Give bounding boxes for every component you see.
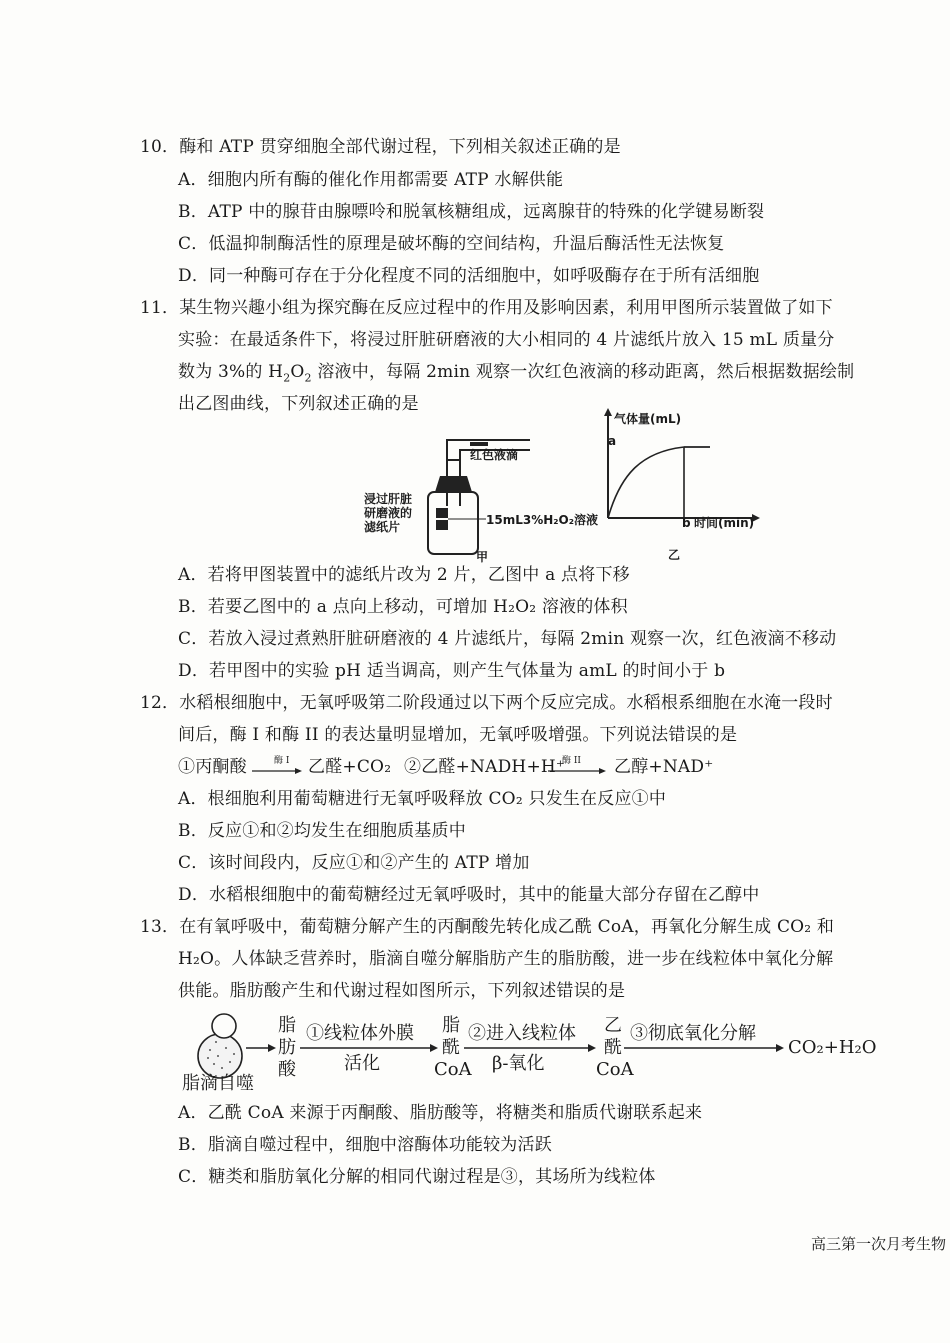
flow-step1-bottom: 活化 xyxy=(344,1053,380,1074)
q10-option-b: B．ATP 中的腺苷由腺嘌呤和脱氧核糖组成，远离腺苷的特殊的化学键易断裂 xyxy=(178,202,765,222)
lipid-droplet-icon xyxy=(198,1034,242,1078)
flow-step2-top: ②进入线粒体 xyxy=(468,1023,576,1044)
curve-drawing xyxy=(596,406,776,566)
reaction-1-right: 乙醛+CO₂ xyxy=(308,757,392,777)
q11-stem-line3 xyxy=(178,361,854,383)
paper-label-1: 浸过肝脏 xyxy=(364,492,413,506)
curve-figure xyxy=(596,406,776,566)
q11-stem3-part-a: 数为 3%的 H xyxy=(178,362,284,382)
flow-end-products: CO₂+H₂O xyxy=(788,1037,877,1058)
b-point-label: b xyxy=(682,516,691,530)
q10-stem: 10．酶和 ATP 贯穿细胞全部代谢过程，下列相关叙述正确的是 xyxy=(140,137,621,157)
q12-stem-line2: 间后，酶 I 和酶 II 的表达量明显增加，无氧呼吸增强。下列说法错误的是 xyxy=(178,725,738,745)
q11-stem-line4: 出乙图曲线，下列叙述正确的是 xyxy=(178,394,419,414)
q11-option-a: A．若将甲图装置中的滤纸片改为 2 片，乙图中 a 点将下移 xyxy=(178,565,630,585)
q13-option-b: B．脂滴自噬过程中，细胞中溶酶体功能较为活跃 xyxy=(178,1135,552,1155)
q11-stem3-sub2: 2 xyxy=(304,371,312,385)
lysosome-icon xyxy=(212,1014,236,1038)
q11-option-c: C．若放入浸过煮熟肝脏研磨液的 4 片滤纸片，每隔 2min 观察一次，红色液滴不移动 xyxy=(178,629,837,649)
q11-stem-line2: 实验：在最适条件下，将浸过肝脏研磨液的大小相同的 4 片滤纸片放入 15 mL 质量分 xyxy=(178,330,835,350)
solution-label: 15mL3%H₂O₂溶液 xyxy=(486,513,598,527)
flow-acetyl-coa: CoA xyxy=(596,1059,634,1080)
reaction-1-enzyme: 酶 I xyxy=(274,756,290,766)
reaction-2-left: ②乙醛+NADH+H⁺ xyxy=(404,757,566,777)
page-footer: 高三第一次月考生物 xyxy=(810,1235,946,1253)
figure-yi-caption: 乙 xyxy=(668,548,681,562)
apparatus-figure xyxy=(360,420,600,570)
q11-stem3-sub: 2 xyxy=(283,371,291,385)
q13-stem-line3: 供能。脂肪酸产生和代谢过程如图所示，下列叙述错误的是 xyxy=(178,981,626,1001)
paper-label-2: 研磨液的 xyxy=(364,506,413,520)
red-drop-label: 红色液滴 xyxy=(470,448,519,462)
q12-stem-line1: 12．水稻根细胞中，无氧呼吸第二阶段通过以下两个反应完成。水稻根系细胞在水淹一段时 xyxy=(140,693,833,713)
figure-jia-caption: 甲 xyxy=(476,550,489,564)
q13-option-c: C．糖类和脂肪氧化分解的相同代谢过程是③，其场所为线粒体 xyxy=(178,1167,656,1187)
q12-option-b: B．反应①和②均发生在细胞质基质中 xyxy=(178,821,466,841)
flow-acyl-char2: 酰 xyxy=(442,1037,460,1058)
q11-stem3-part-b: O xyxy=(290,362,305,382)
flow-step1-top: ①线粒体外膜 xyxy=(306,1023,414,1044)
flow-step2-bottom: β-氧化 xyxy=(492,1053,545,1074)
q11-stem-line1: 11．某生物兴趣小组为探究酶在反应过程中的作用及影响因素，利用甲图所示装置做了如下 xyxy=(140,298,833,318)
reaction-1-arrow-icon xyxy=(252,766,304,776)
q12-option-d: D．水稻根细胞中的葡萄糖经过无氧呼吸时，其中的能量大部分存留在乙醇中 xyxy=(178,885,760,905)
q10-option-c: C．低温抑制酶活性的原理是破坏酶的空间结构，升温后酶活性无法恢复 xyxy=(178,234,725,254)
x-axis-label: 时间(min) xyxy=(694,516,755,530)
y-axis-label: 气体量(mL) xyxy=(614,412,682,426)
q13-option-a: A．乙酰 CoA 来源于丙酮酸、脂肪酸等，将糖类和脂质代谢联系起来 xyxy=(178,1103,703,1123)
flow-acetyl-char2: 酰 xyxy=(604,1037,622,1058)
q11-option-d: D．若甲图中的实验 pH 适当调高，则产生气体量为 amL 的时间小于 b xyxy=(178,661,726,681)
y-axis-arrow-icon xyxy=(604,408,612,416)
q12-option-c: C．该时间段内，反应①和②产生的 ATP 增加 xyxy=(178,853,530,873)
fatty-acid-flow-diagram xyxy=(180,1012,880,1096)
q12-option-a: A．根细胞利用葡萄糖进行无氧呼吸释放 CO₂ 只发生在反应①中 xyxy=(178,789,667,809)
flow-fatty-acid-char2: 肪 xyxy=(278,1037,296,1058)
reaction-2-arrow-icon xyxy=(548,766,608,776)
flow-acetyl-char1: 乙 xyxy=(604,1015,622,1036)
q13-stem-line2: H₂O。人体缺乏营养时，脂滴自噬分解脂肪产生的脂肪酸，进一步在线粒体中氧化分解 xyxy=(178,949,834,969)
reaction-1-left: ①丙酮酸 xyxy=(178,757,247,777)
q13-stem-line1: 13．在有氧呼吸中，葡萄糖分解产生的丙酮酸先转化成乙酰 CoA，再氧化分解生成 CO₂ 和 xyxy=(140,917,835,937)
flow-acyl-coa: CoA xyxy=(434,1059,472,1080)
flow-start-label: 脂滴自噬 xyxy=(182,1073,254,1094)
q10-option-d: D．同一种酶可存在于分化程度不同的活细胞中，如呼吸酶存在于所有活细胞 xyxy=(178,266,760,286)
a-point-label: a xyxy=(608,434,617,448)
q11-option-b: B．若要乙图中的 a 点向上移动，可增加 H₂O₂ 溶液的体积 xyxy=(178,597,628,617)
reaction-2-enzyme: 酶 II xyxy=(562,756,581,766)
flow-step3-top: ③彻底氧化分解 xyxy=(630,1023,756,1044)
reaction-2-right: 乙醇+NAD⁺ xyxy=(614,757,714,777)
q10-option-a: A．细胞内所有酶的催化作用都需要 ATP 水解供能 xyxy=(178,170,564,190)
flow-fatty-acid-char3: 酸 xyxy=(278,1059,296,1080)
flow-acyl-char1: 脂 xyxy=(442,1015,460,1036)
q11-stem3-part-c: 溶液中，每隔 2min 观察一次红色液滴的移动距离，然后根据数据绘制 xyxy=(311,362,855,382)
flow-fatty-acid-char1: 脂 xyxy=(278,1015,296,1036)
paper-label-3: 滤纸片 xyxy=(364,520,401,534)
